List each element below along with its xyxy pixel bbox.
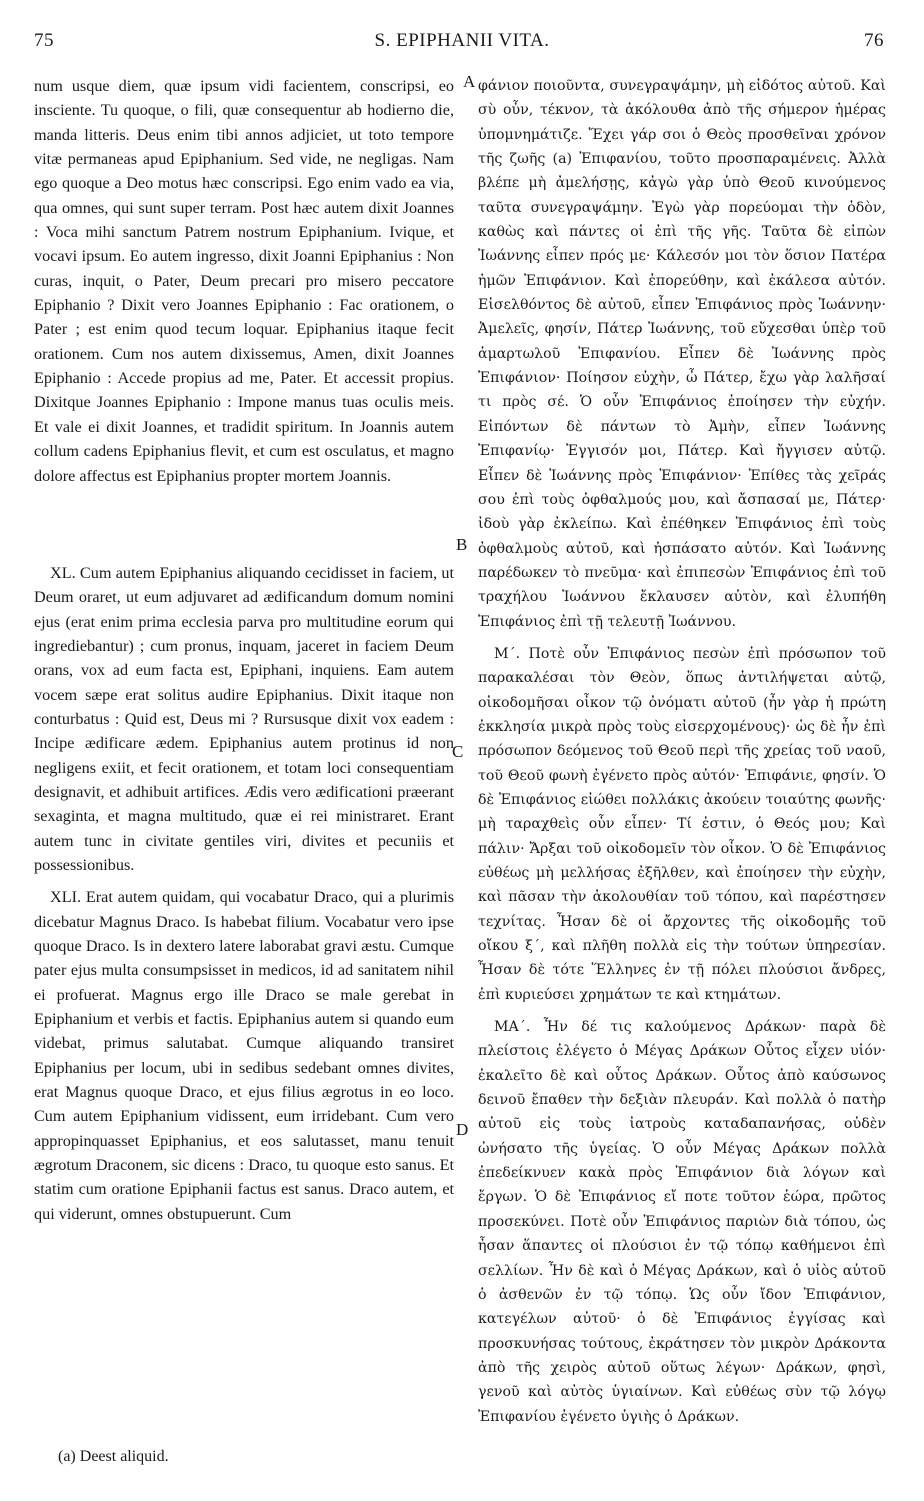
greek-column	[478, 74, 886, 1429]
margin-letter-c: C	[452, 742, 464, 761]
margin-letter-b: B	[456, 535, 468, 554]
greek-section-m: Μ΄. Ποτὲ οὖν Ἐπιφάνιος πεσὼν ἐπὶ πρόσωπον τοῦ παρακαλέσαι τὸν Θεὸν, ὅπως ἀντιλήψεται αὐτῷ, οἰκοδομῆσαι οἶκον τῷ ὀνόματι αὐτοῦ (ἦν γὰρ ἡ πρώτη ἐκκλησία μικρὰ πρὸς τοὺς εἰσερχομένους)· ὡς δὲ ἦν ἐπὶ πρόσωπον δεόμενος τοῦ Θεοῦ περὶ τῆς χρείας τοῦ ναοῦ, τοῦ Θεοῦ φωνὴ ἐγένετο πρὸς αὐτόν· Ἐπιφάνιε, φησίν. Ὁ δὲ Ἐπιφάνιος εἰώθει πολλάκις ἀκούειν τοιαύτης φωνῆς· μὴ ταραχθεὶς οὖν εἶπεν· Τί ἐστιν, ὁ Θεός μου; Καὶ πάλιν· Ἄρξαι τοῦ οἰκοδομεῖν τὸν οἶκον. Ὁ δὲ Ἐπιφάνιος εὐθέως μὴ μελλήσας ἐξῆλθεν, καὶ ἐποίησεν τὴν εὐχὴν, καὶ πᾶσαν τὴν ἀκολουθίαν τοῦ τόπου, καὶ παρέστησεν τεχνίτας. Ἦσαν δὲ οἱ ἄρχοντες τῆς οἰκοδομῆς τοῦ οἴκου ξ΄, καὶ πλῆθη πολλὰ εἰς τὴν τούτων ὑπηρεσίαν. Ἦσαν δὲ τότε Ἕλληνες ἐν τῇ πόλει πλούσιοι ἄνδρες, ἐπὶ κυριεύσει χρημάτων τε καὶ κτημάτων.	[478, 645, 886, 1003]
latin-paragraph-continuation: num usque diem, quæ ipsum vidi facientem, conscripsi, eo insciente. Tu quoque, o fili, quæ consequentur ab hodierno die, manda litteris. Deus enim tibi annos adjiciet, ut toto tempore vitæ permaneas apud Epiphanium. Sed vide, ne negligas. Nam ego quoque a Deo motus hæc conscripsi. Ego enim vado ea via, qua omnes, qui sunt super terram. Post hæc autem dixit Joannes : Voca mihi sanctum Patrem nostrum Epiphanium. Ivique, et vocavi ipsum. Eo autem ingresso, dixit Joanni Epiphanius : Non curas, inquit, o Pater, Deum precari pro misero peccatore Epiphanio ? Dixit vero Joannes Epiphanio : Fac orationem, o Pater ; est enim quod tecum loquar. Epiphanius itaque fecit orationem. Cum nos autem dixissemus, Amen, dixit Joannes Epiphanio : Accede propius ad me, Pater. Et accessit propius. Dixitque Joannes Epiphanio : Impone manus tuas oculis meis. Et vale ei dixit Joannes, et tradidit spiritum. In Joannis autem collum cadens Epiphanius flevit, et cum est osculatus, et magno dolore affectus est Epiphanius propter mortem Joannis.	[34, 77, 454, 485]
greek-paragraph-continuation: φάνιον ποιοῦντα, συνεγραψάμην, μὴ εἰδότος αὐτοῦ. Καὶ σὺ οὖν, τέκνον, τὰ ἀκόλουθα ἀπὸ τῆς σήμερον ἡμέρας ὑπομνημάτιζε. Ἔχει γάρ σοι ὁ Θεὸς προσθεῖναι χρόνον τῆς ζωῆς (a) Ἐπιφανίου, τοῦτο προσπαραμένεις. Ἀλλὰ βλέπε μὴ ἀμελήσῃς, κἀγὼ γὰρ ὑπὸ Θεοῦ κινούμενος ταῦτα συνεγραψάμην. Ἐγὼ γὰρ πορεύομαι τὴν ὁδὸν, καθὼς καὶ πάντες οἱ ἐπὶ τῆς γῆς. Ταῦτα δὲ εἰπὼν Ἰωάννης εἶπεν πρός με· Κάλεσόν μοι τὸν ὅσιον Πατέρα ἡμῶν Ἐπιφάνιον. Καὶ ἐπορεύθην, καὶ ἐκάλεσα αὐτόν. Εἰσελθόντος δὲ αὐτοῦ, εἶπεν Ἐπιφάνιος πρὸς Ἰωάννην· Ἀμελεῖς, φησίν, Πάτερ Ἰωάννης, τοῦ εὔχεσθαι ὑπὲρ τοῦ ἁμαρτωλοῦ Ἐπιφανίου. Εἶπεν δὲ Ἰωάννης πρὸς Ἐπιφάνιον· Ποίησον εὐχὴν, ὦ Πάτερ, ἔχω γὰρ λαλῆσαί τι πρὸς σέ. Ὁ οὖν Ἐπιφάνιος ἐποίησεν τὴν εὐχήν. Εἰπόντων δὲ πάντων τὸ Ἀμὴν, εἶπεν Ἰωάννης Ἐπιφανίῳ· Ἐγγισόν μοι, Πάτερ. Καὶ ἤγγισεν αὐτῷ. Εἶπεν δὲ Ἰωάννης πρὸς Ἐπιφάνιον· Ἐπίθες τὰς χεῖράς σου ἐπὶ τοὺς ὀφθαλμούς μου, καὶ ἄσπασαί με, Πάτερ· ἰδοὺ γὰρ ἐκλείπω. Καὶ ἐπέθηκεν Ἐπιφάνιος ἐπὶ τοὺς ὀφθαλμοὺς αὐτοῦ, καὶ ἠσπάσατο αὐτόν. Καὶ Ἰωάννης παρέδωκεν τὸ πνεῦμα· καὶ ἐπιπεσὼν Ἐπιφάνιος ἐπὶ τοῦ τραχήλου Ἰωάννου ἔκλαυσεν αὐτὸν, καὶ ἐλυπήθη Ἐπιφάνιος ἐπὶ τῇ τελευτῇ Ἰωάννου.	[478, 78, 886, 630]
margin-letter-d: D	[456, 1120, 469, 1139]
page-number-right: 76	[864, 30, 884, 51]
page-number-left: 75	[34, 30, 54, 51]
margin-letter-a: A	[463, 72, 476, 91]
greek-section-ma: ΜΑ΄. Ἦν δέ τις καλούμενος Δράκων· παρὰ δὲ πλείστοις ἐλέγετο ὁ Μέγας Δράκων Οὗτος εἶχεν υἱόν· ἐκαλεῖτο δὲ καὶ οὗτος Δράκων. Οὗτος ἀπὸ καύσωνος δεινοῦ ἔπαθεν τὴν δεξιὰν πλευράν. Καὶ πολλὰ ὁ πατὴρ αὐτοῦ εἰς τοὺς ἰατροὺς καταδαπανήσας, οὐδὲν ὠνήσατο τῆς ὑγείας. Ὁ οὖν Μέγας Δράκων πολλὰ ἐπεδείκνυεν κακὰ πρὸς Ἐπιφάνιον διὰ λόγων καὶ ἔργων. Ὁ δὲ Ἐπιφάνιος εἴ ποτε τοῦτον ἑώρα, πρῶτος προσεκύνει. Ποτὲ οὖν Ἐπιφάνιος παριὼν διὰ τόπου, ὡς ἦσαν ἅπαντες οἱ πλούσιοι ἐν τῷ τόπῳ καθήμενοι ἐπὶ σελλίων. Ἦν δὲ καὶ ὁ Μέγας Δράκων, καὶ ὁ υἱὸς αὐτοῦ ὁ ἀσθενῶν ἐν τῷ τόπῳ. Ὡς οὖν ἴδον Ἐπιφάνιον, κατεγέλων αὐτοῦ· ὁ δὲ Ἐπιφάνιος ἐγγίσας καὶ προσκυνήσας τούτους, ἐκράτησεν τὸν μικρὸν Δράκοντα ἀπὸ τῆς χειρὸς αὐτοῦ οὕτως λέγων· Δράκων, φησὶ, γενοῦ καὶ αὐτὸς ὑγιαίνων. Καὶ εὐθέως σὺν τῷ λόγῳ Ἐπιφανίου ἐγένετο ὑγιὴς ὁ Δράκων.	[478, 1019, 886, 1425]
latin-column	[34, 74, 454, 1226]
footnote: (a) Deest aliquid.	[58, 1448, 169, 1465]
latin-section-xl: XL. Cum autem Epiphanius aliquando cecidisset in faciem, ut Deum oraret, ut eum adjuvaret ad ædificandum domum nomini ejus (erat enim prima ecclesia parva pro multitudine eorum qui ingrediebantur) ; cum pronus, inquam, jaceret in faciem Deum orans, vox ad eum facta est, Epiphani, inquiens. Eam autem vocem sæpe erat solitus audire Epiphanius. Dixit itaque non conturbatus : Quid est, Deus mi ? Rursusque dixit vox eadem : Incipe ædificare ædem. Epiphanius autem protinus id non negligens exiit, et fecit orationem, et totam loci consequentiam designavit, et adhibuit artifices. Ædis vero ædificationi præerant sexaginta, et magna multitudo, quæ ei rei ministraret. Erant autem tunc in civitate gentiles viri, divites et pecuniis et possessionibus.	[34, 563, 454, 874]
running-title: S. EPIPHANII VITA.	[374, 30, 550, 51]
latin-section-xli: XLI. Erat autem quidam, qui vocabatur Draco, qui a plurimis dicebatur Magnus Draco. Is habebat filium. Vocabatur vero ipse quoque Draco. Is in dextero latere laborabat gravi æstu. Cumque pater ejus multa consumpsisset in medicos, id ad sanitatem nihil ei profuerat. Magnus ergo ille Draco se male gerebat in Epiphanium et verbis et factis. Epiphanius autem si quando eum videbat, primus salutabat. Cumque aliquando transiret Epiphanius per locum, ubi in sedibus sedebant omnes divites, erat Magnus quoque Draco, et ejus filius ægrotus in eo loco. Cum autem Epiphanium vidissent, eum irridebant. Cum vero appropinquasset Epiphanius, et eos salutasset, manu tenuit ægrotum Draconem, sic dicens : Draco, tu quoque esto sanus. Et statim cum oratione Epiphanii factus est sanus. Draco autem, et qui viderunt, omnes obstupuerunt. Cum	[34, 888, 454, 1223]
